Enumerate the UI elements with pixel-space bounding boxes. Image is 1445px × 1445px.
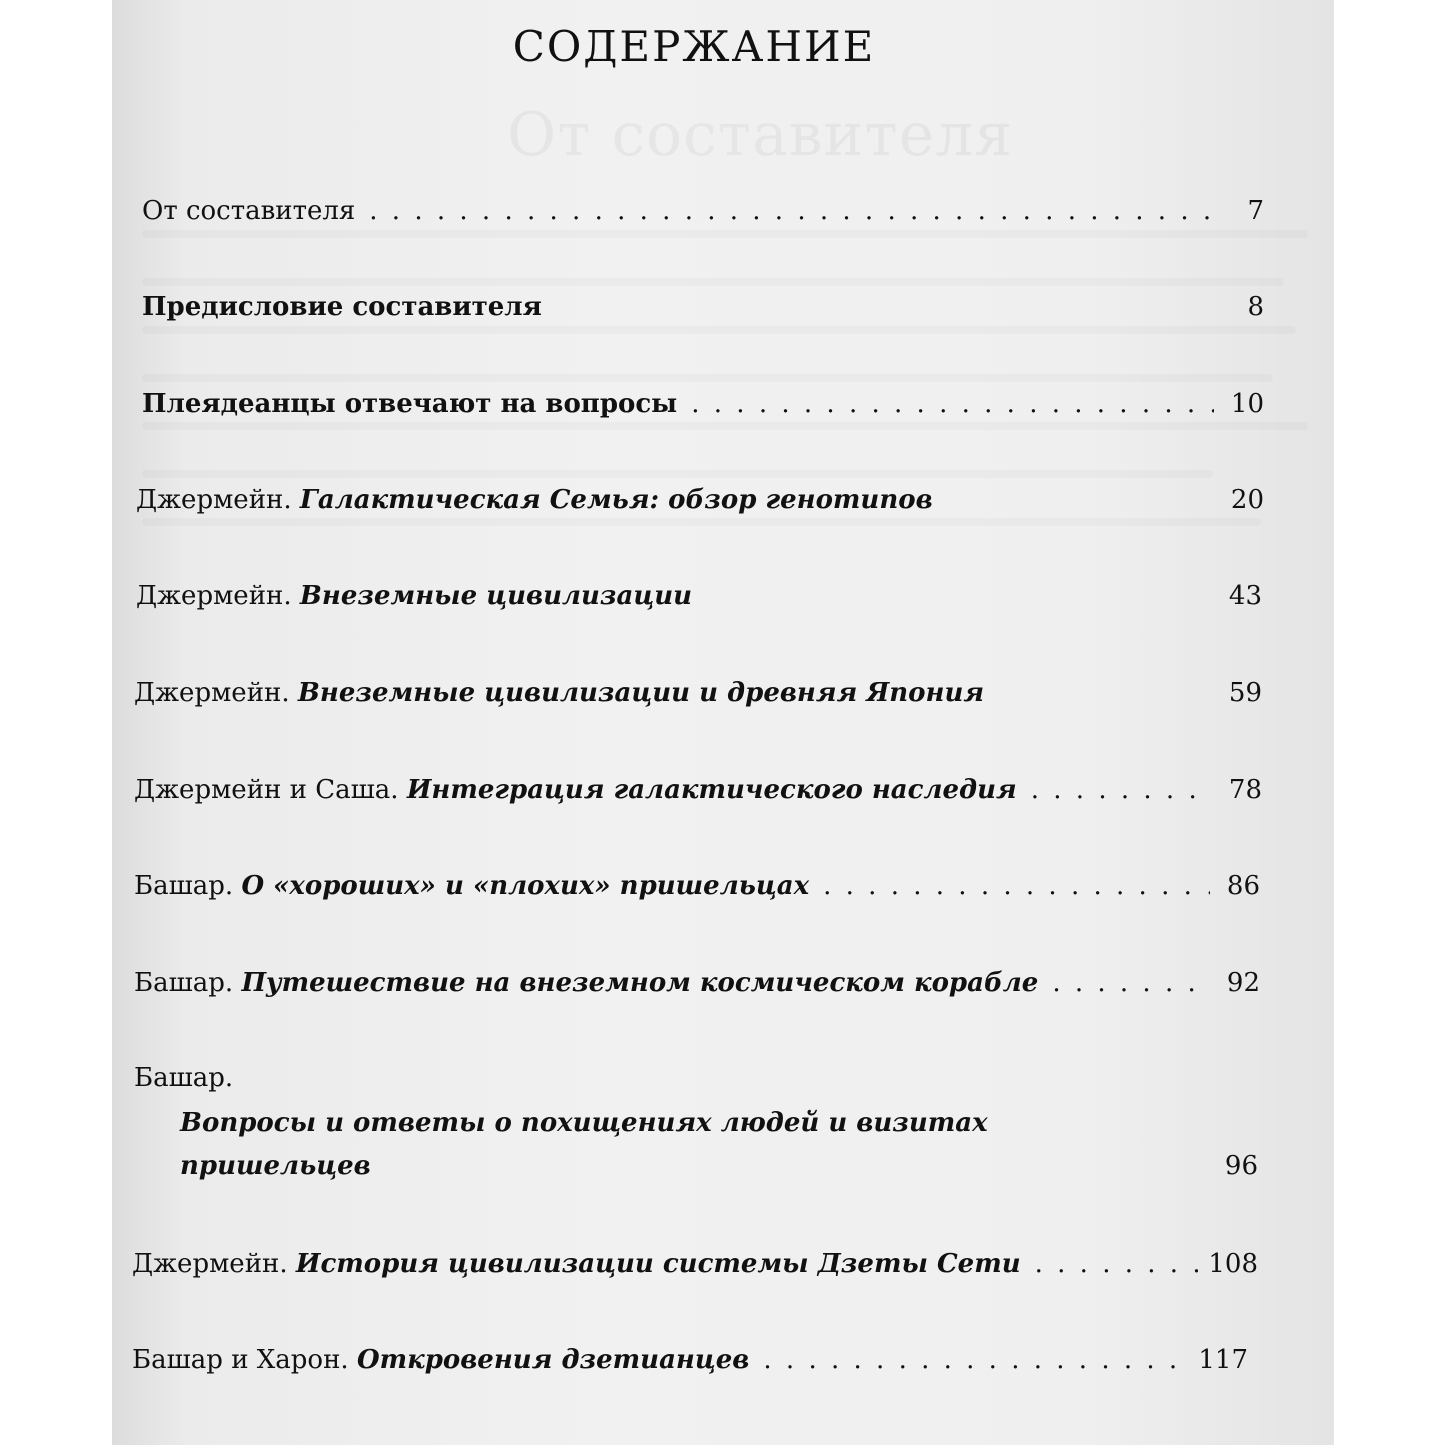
dot-leader	[1052, 968, 1210, 998]
toc-entry-title: Джермейн. История цивилизации системы Дзеты Сети	[132, 1249, 1021, 1279]
toc-page-number: 117	[1198, 1345, 1248, 1375]
table-of-contents	[112, 0, 1334, 1445]
toc-entry-10-line2[interactable]	[180, 1151, 1258, 1181]
toc-entry-title: Джермейн. Внеземные цивилизации	[136, 581, 693, 611]
toc-entry-4[interactable]	[136, 485, 1264, 515]
dot-leader	[823, 871, 1210, 901]
toc-entry-title: Джермейн. Галактическая Семья: обзор генотипов	[136, 485, 933, 515]
toc-entry-title: Плеядеанцы отвечают на вопросы	[142, 389, 678, 419]
toc-entry-title: пришельцев	[180, 1151, 371, 1181]
toc-page-number: 43	[1228, 581, 1262, 611]
toc-entry-title: Предисловие составителя	[142, 292, 542, 322]
dot-leader	[1035, 1249, 1199, 1279]
toc-entry-title: Башар. О «хороших» и «плохих» пришельцах	[134, 871, 810, 901]
toc-entry-3[interactable]	[142, 389, 1264, 419]
toc-entry-2[interactable]	[142, 292, 1264, 322]
book-page	[112, 0, 1334, 1445]
toc-page-number: 8	[1247, 292, 1264, 322]
toc-entry-title: Башар и Харон. Откровения дзетианцев	[132, 1345, 750, 1375]
toc-entry-12[interactable]	[132, 1345, 1248, 1375]
toc-entry-title: Джермейн и Саша. Интеграция галактического наследия	[134, 775, 1017, 805]
dot-leader	[691, 389, 1214, 419]
dot-leader	[369, 196, 1214, 226]
toc-entry-1[interactable]	[142, 196, 1264, 226]
toc-page-number: 20	[1230, 485, 1264, 515]
toc-page-number: 96	[1224, 1151, 1258, 1181]
toc-entry-10-author[interactable]	[134, 1063, 534, 1093]
toc-page-number: 86	[1226, 871, 1260, 901]
toc-page-number: 92	[1226, 968, 1260, 998]
page-title: СОДЕРЖАНИЕ	[512, 22, 876, 71]
toc-page-number: 78	[1228, 775, 1262, 805]
toc-entry-9[interactable]	[134, 968, 1260, 998]
toc-entry-title: От составителя	[142, 196, 356, 226]
toc-entry-author: Башар.	[134, 1063, 234, 1093]
toc-page-number: 108	[1208, 1249, 1258, 1279]
toc-entry-11[interactable]	[132, 1249, 1258, 1279]
toc-page-number: 10	[1230, 389, 1264, 419]
dot-leader	[763, 1345, 1188, 1375]
toc-entry-5[interactable]	[136, 581, 1262, 611]
toc-page-number: 7	[1247, 196, 1264, 226]
toc-entry-title: Джермейн. Внеземные цивилизации и древняя Япония	[134, 678, 985, 708]
toc-entry-10-line1[interactable]: Вопросы и ответы о похищениях людей и визитах	[180, 1108, 988, 1138]
toc-page-number: 59	[1228, 678, 1262, 708]
toc-entry-6[interactable]	[134, 678, 1262, 708]
toc-entry-title: Башар. Путешествие на внеземном космическом корабле	[134, 968, 1039, 998]
toc-entry-8[interactable]	[134, 871, 1260, 901]
toc-entry-7[interactable]	[134, 775, 1262, 805]
dot-leader	[1031, 775, 1212, 805]
